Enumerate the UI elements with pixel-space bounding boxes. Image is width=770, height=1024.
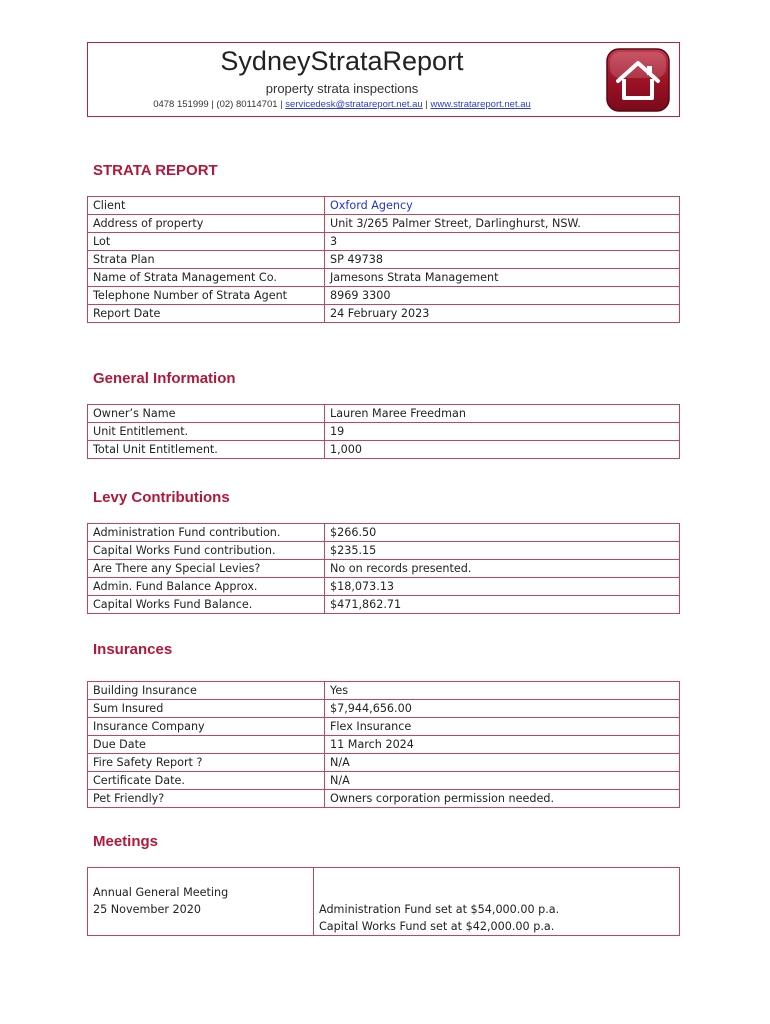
table-row: [88, 736, 680, 754]
table-row: [88, 287, 680, 305]
insurances-heading: Insurances: [93, 641, 173, 658]
row-value: $235.15: [325, 542, 680, 560]
strata-report-table: [87, 196, 680, 323]
client-value: Oxford Agency: [325, 197, 680, 215]
row-value: Owners corporation permission needed.: [325, 790, 680, 808]
meeting-label: [88, 868, 314, 936]
row-value: N/A: [325, 772, 680, 790]
table-row: [88, 215, 680, 233]
table-row: [88, 578, 680, 596]
row-label: Client: [88, 197, 325, 215]
row-label: Are There any Special Levies?: [88, 560, 325, 578]
row-label: Capital Works Fund Balance.: [88, 596, 325, 614]
row-label: Total Unit Entitlement.: [88, 441, 325, 459]
row-label: Certificate Date.: [88, 772, 325, 790]
strata-report-heading: STRATA REPORT: [93, 162, 218, 179]
row-value: $266.50: [325, 524, 680, 542]
table-row: [88, 405, 680, 423]
table-row: [88, 596, 680, 614]
row-label: Unit Entitlement.: [88, 423, 325, 441]
table-row: [88, 718, 680, 736]
row-value: $18,073.13: [325, 578, 680, 596]
general-information-table: [87, 404, 680, 459]
table-row: [88, 441, 680, 459]
row-value: 3: [325, 233, 680, 251]
table-row: [88, 772, 680, 790]
contact-line: [88, 99, 596, 110]
row-value: 1,000: [325, 441, 680, 459]
row-value: $471,862.71: [325, 596, 680, 614]
row-value: 11 March 2024: [325, 736, 680, 754]
home-icon: [606, 48, 670, 112]
row-value: $7,944,656.00: [325, 700, 680, 718]
row-value: Lauren Maree Freedman: [325, 405, 680, 423]
row-label: Telephone Number of Strata Agent: [88, 287, 325, 305]
row-label: Admin. Fund Balance Approx.: [88, 578, 325, 596]
table-row: [88, 305, 680, 323]
meetings-table: [87, 867, 680, 936]
row-label: Pet Friendly?: [88, 790, 325, 808]
row-value: Jamesons Strata Management: [325, 269, 680, 287]
table-row: [88, 790, 680, 808]
row-value: Flex Insurance: [325, 718, 680, 736]
table-row: [88, 754, 680, 772]
row-label: Due Date: [88, 736, 325, 754]
row-label: Lot: [88, 233, 325, 251]
table-row: [88, 269, 680, 287]
table-row: [88, 560, 680, 578]
contact-separator: |: [422, 99, 431, 110]
row-label: Building Insurance: [88, 682, 325, 700]
report-header: [87, 42, 680, 117]
row-label: Address of property: [88, 215, 325, 233]
meeting-label-text: Annual General Meeting 25 November 2020: [93, 886, 229, 916]
row-label: Owner’s Name: [88, 405, 325, 423]
row-label: Strata Plan: [88, 251, 325, 269]
brand-subtitle: property strata inspections: [265, 81, 419, 96]
row-value: Unit 3/265 Palmer Street, Darlinghurst, NSW.: [325, 215, 680, 233]
levy-contributions-table: [87, 523, 680, 614]
row-label: Name of Strata Management Co.: [88, 269, 325, 287]
table-row: [88, 251, 680, 269]
table-row: [88, 233, 680, 251]
row-label: Fire Safety Report ?: [88, 754, 325, 772]
general-information-heading: General Information: [93, 370, 236, 387]
row-label: Report Date: [88, 305, 325, 323]
meetings-heading: Meetings: [93, 833, 159, 850]
row-value: SP 49738: [325, 251, 680, 269]
meeting-value: [314, 868, 680, 936]
row-value: 8969 3300: [325, 287, 680, 305]
table-row: [88, 700, 680, 718]
table-row: [88, 682, 680, 700]
row-value: Yes: [325, 682, 680, 700]
table-row: [88, 197, 680, 215]
brand-title: SydneyStrataReport: [220, 46, 464, 76]
row-value: N/A: [325, 754, 680, 772]
phone-numbers: 0478 151999 | (02) 80114701 |: [153, 99, 286, 110]
row-label: Sum Insured: [88, 700, 325, 718]
row-label: Capital Works Fund contribution.: [88, 542, 325, 560]
table-row: [88, 423, 680, 441]
meeting-value-text: Administration Fund set at $54,000.00 p.a. Capital Works Fund set at $42,000.00 p.a.: [319, 903, 560, 933]
row-label: Administration Fund contribution.: [88, 524, 325, 542]
row-value: 19: [325, 423, 680, 441]
website-link[interactable]: www.stratareport.net.au: [430, 99, 531, 110]
email-link[interactable]: servicedesk@stratareport.net.au: [285, 99, 423, 110]
levy-contributions-heading: Levy Contributions: [93, 489, 230, 506]
table-row: [88, 542, 680, 560]
row-value: 24 February 2023: [325, 305, 680, 323]
table-row: [88, 868, 680, 936]
row-value: No on records presented.: [325, 560, 680, 578]
row-label: Insurance Company: [88, 718, 325, 736]
table-row: [88, 524, 680, 542]
insurances-table: [87, 681, 680, 808]
